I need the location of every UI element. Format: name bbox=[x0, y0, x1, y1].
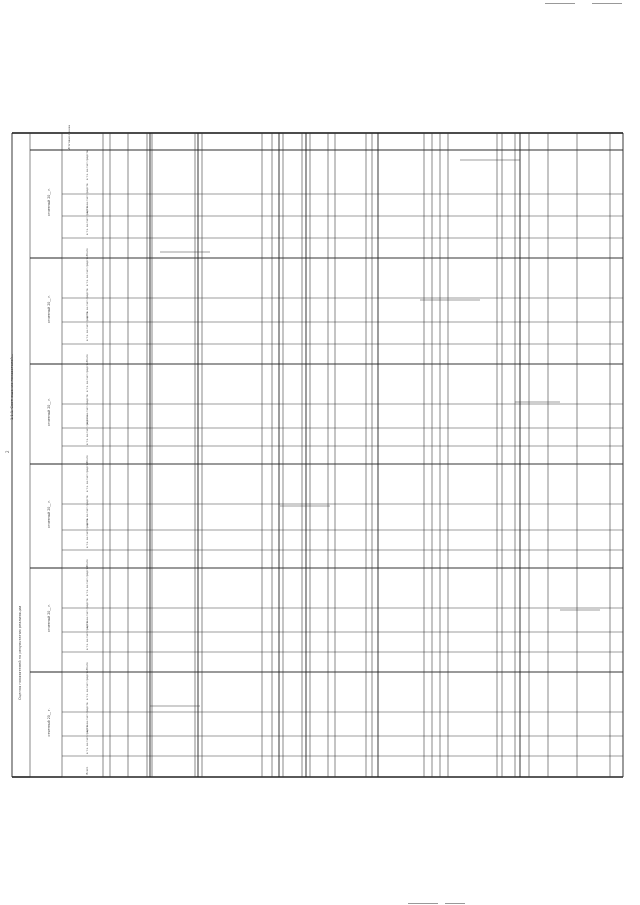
scan-artifact bbox=[445, 903, 465, 904]
sub-column-label: в т.ч. за счет средств bbox=[86, 288, 89, 318]
sub-column-label: Всего bbox=[86, 455, 89, 463]
sub-column-label: в т.ч. за счет средств bbox=[86, 724, 89, 754]
page-number: 2 bbox=[5, 450, 10, 453]
sub-column-label: в т.ч. за счет средств bbox=[86, 394, 89, 424]
top-title: 1.1.1. Соотношение показателей... bbox=[10, 353, 14, 420]
table-header-texts bbox=[47, 125, 89, 775]
scan-artifact bbox=[545, 3, 575, 4]
sub-column-label: в т.ч. за счет средств bbox=[86, 311, 89, 341]
year-group-label: отчетный 20__ г. bbox=[47, 294, 51, 323]
sub-column-label: в т.ч. за счет средств bbox=[86, 566, 89, 596]
sub-column-label: Всего bbox=[86, 559, 89, 567]
sub-column-label: в т.ч. за счет средств bbox=[86, 598, 89, 628]
year-group-label: отчетный 20__ г. bbox=[47, 603, 51, 632]
scan-artifact bbox=[408, 903, 438, 904]
sub-column-label: в т.ч. за счет средств bbox=[86, 362, 89, 392]
sub-column-label: в т.ч. за счет средств bbox=[86, 518, 89, 548]
scan-artifact bbox=[592, 3, 622, 4]
year-group-label: отчетный 20__ г. bbox=[47, 397, 51, 426]
sub-column-label: Всего bbox=[86, 662, 89, 670]
sub-column-label: Всего bbox=[86, 766, 89, 775]
sub-column-label: в т.ч. за счет средств bbox=[86, 183, 89, 213]
final-score-header: Итоговая оценка bbox=[67, 124, 71, 150]
year-group-label: отчетный 20__ г. bbox=[47, 708, 51, 737]
sub-column-label: в т.ч. за счет средств bbox=[86, 415, 89, 445]
sub-column-label: в т.ч. за счет средств bbox=[86, 205, 89, 235]
left-title: Оценка показателей по результатам реализации bbox=[18, 605, 22, 700]
sub-column-label: Всего bbox=[86, 248, 89, 256]
sub-column-label: в т.ч. за счет средств bbox=[86, 462, 89, 492]
sub-column-label: в т.ч. за счет средств bbox=[86, 702, 89, 732]
sub-column-label: в т.ч. за счет средств bbox=[86, 256, 89, 286]
sub-column-label: в т.ч. за счет средств bbox=[86, 620, 89, 650]
year-group-label: отчетный 20__ г. bbox=[47, 499, 51, 528]
sub-column-label: в т.ч. за счет средств bbox=[86, 670, 89, 700]
sub-column-label: в т.ч. за счет средств bbox=[86, 150, 89, 180]
table-grid bbox=[12, 133, 623, 777]
year-group-label: отчетный 20__ г. bbox=[47, 187, 51, 216]
sub-column-label: Всего bbox=[86, 354, 89, 362]
sub-column-label: в т.ч. за счет средств bbox=[86, 495, 89, 525]
